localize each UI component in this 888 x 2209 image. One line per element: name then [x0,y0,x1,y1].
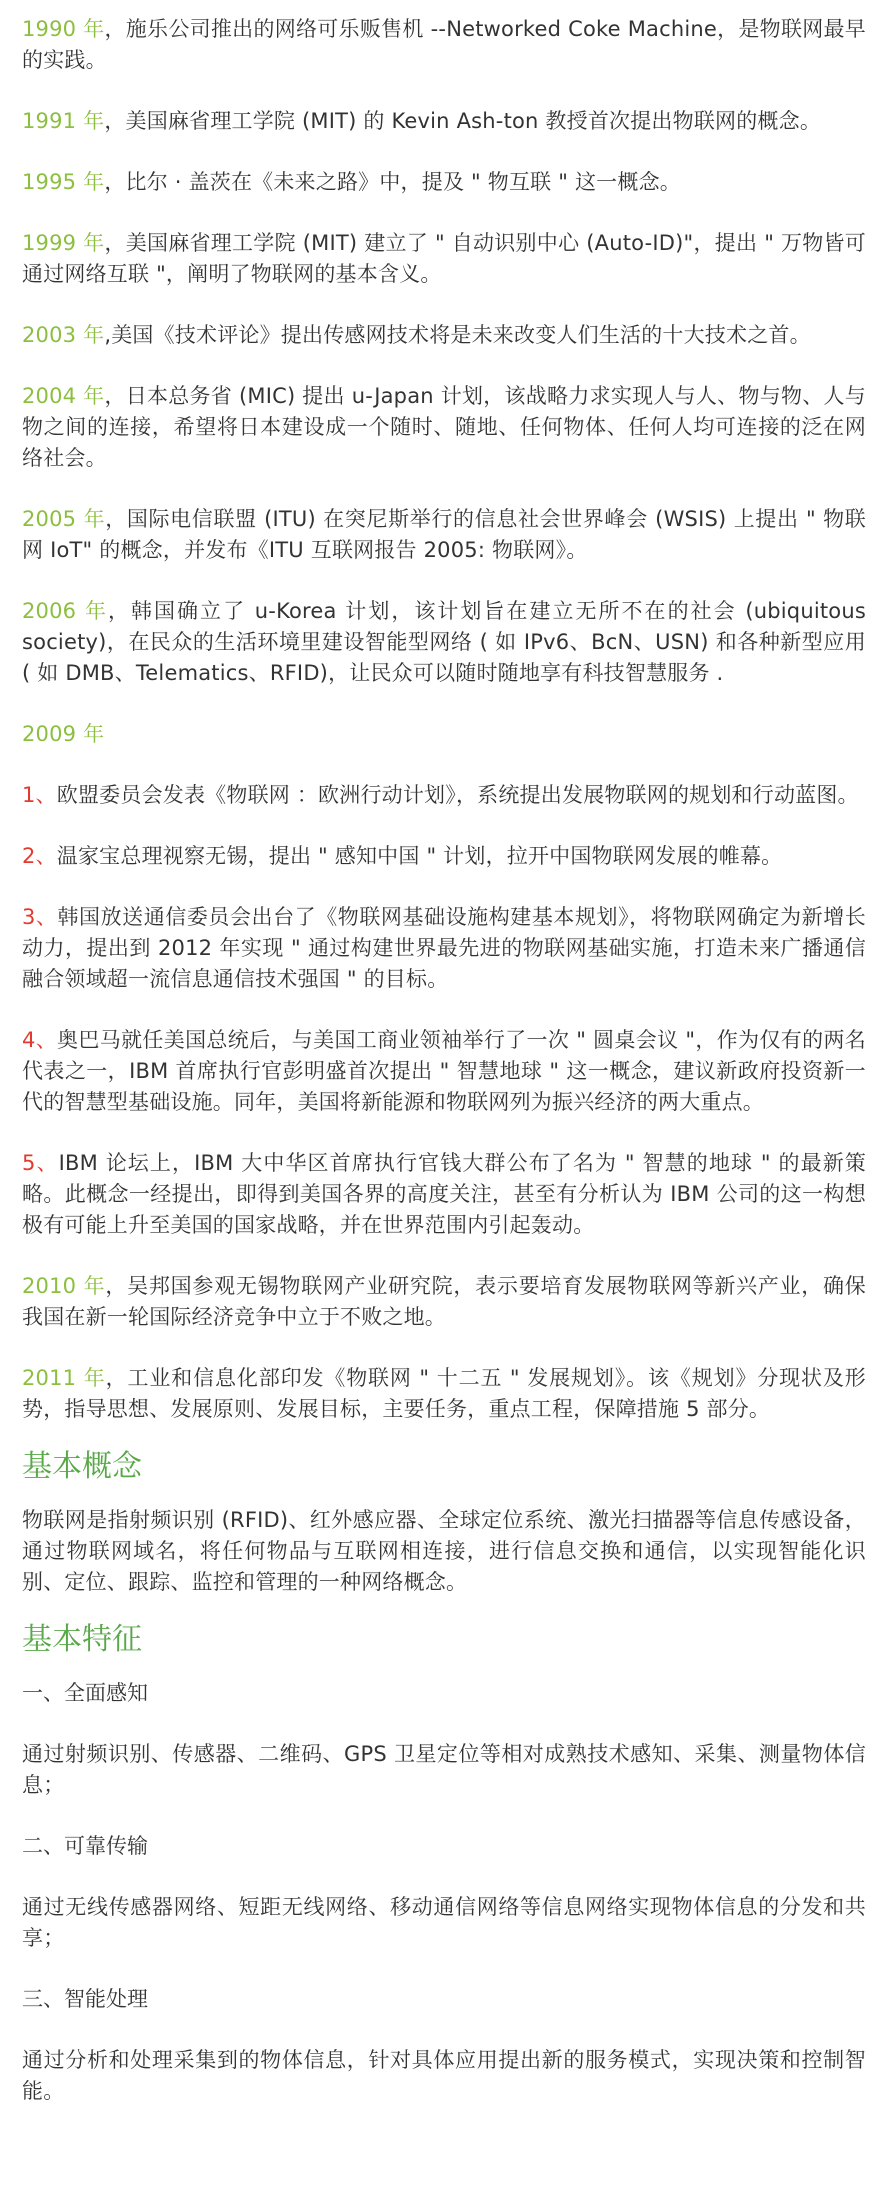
item-text: IBM 论坛上，IBM 大中华区首席执行官钱大群公布了名为 " 智慧的地球 " 的最新策略。此概念一经提出，即得到美国各界的高度关注，甚至有分析认为 IBM 公司的这一构想极有可能上升至美国的国家战略，并在世界范围内引起轰动。 [22,1151,867,1237]
year-label: 1990 年 [22,17,105,41]
timeline-1995 [22,167,866,198]
list-item-2009-3 [22,902,866,995]
feature-text-1: 通过射频识别、传感器、二维码、GPS 卫星定位等相对成熟技术感知、采集、测量物体信息； [22,1742,866,1797]
section-heading-concept: 基本概念 [22,1449,142,1484]
entry-text: ，施乐公司推出的网络可乐贩售机 --Networked Coke Machine，是物联网最早的实践。 [22,17,866,72]
feature-title-2: 二、可靠传输 [22,1834,148,1858]
entry-text: ,美国《技术评论》提出传感网技术将是未来改变人们生活的十大技术之首。 [104,323,811,347]
item-number: 3、 [22,905,58,929]
timeline-2006 [22,596,866,689]
year-label: 2004 年 [22,384,105,408]
item-number: 2、 [22,844,57,868]
entry-text: ，美国麻省理工学院 (MIT) 的 Kevin Ash-ton 教授首次提出物联网的概念。 [104,109,822,133]
timeline-1990 [22,14,866,76]
item-text: 韩国放送通信委员会出台了《物联网基础设施构建基本规划》，将物联网确定为新增长动力，提出到 2012 年实现 " 通过构建世界最先进的物联网基础实施，打造未来广播通信融合领域超一流信息通信技术强国 " 的目标。 [22,905,866,991]
timeline-1999 [22,228,866,290]
year-label: 2010 年 [22,1274,106,1298]
entry-text: ，美国麻省理工学院 (MIT) 建立了 " 自动识别中心 (Auto-ID)"，提出 " 万物皆可通过网络互联 "，阐明了物联网的基本含义。 [22,231,866,286]
section-heading-features: 基本特征 [22,1622,142,1657]
timeline-2009-label [22,719,866,750]
entry-text: ，国际电信联盟 (ITU) 在突尼斯举行的信息社会世界峰会 (WSIS) 上提出 " 物联网 IoT" 的概念，并发布《ITU 互联网报告 2005: 物联网》。 [22,507,866,562]
year-label: 1991 年 [22,109,105,133]
timeline-2011 [22,1363,866,1425]
list-item-2009-5 [22,1148,866,1241]
item-text: 温家宝总理视察无锡，提出 " 感知中国 " 计划，拉开中国物联网发展的帷幕。 [56,844,783,868]
year-label: 1995 年 [22,170,105,194]
item-number: 5、 [22,1151,59,1175]
list-item-2009-4 [22,1025,866,1118]
feature-text-3: 通过分析和处理采集到的物体信息，针对具体应用提出新的服务模式，实现决策和控制智能。 [22,2048,866,2103]
year-label: 2003 年 [22,323,105,347]
entry-text: ，工业和信息化部印发《物联网 " 十二五 " 发展规划》。该《规划》分现状及形势，指导思想、发展原则、发展目标，主要任务，重点工程，保障措施 5 部分。 [22,1366,866,1421]
year-label: 1999 年 [22,231,105,255]
entry-text: ，吴邦国参观无锡物联网产业研究院，表示要培育发展物联网等新兴产业，确保我国在新一轮国际经济竞争中立于不败之地。 [22,1274,866,1329]
year-label: 2006 年 [22,599,108,623]
concept-text: 物联网是指射频识别 (RFID)、红外感应器、全球定位系统、激光扫描器等信息传感设备，通过物联网域名，将任何物品与互联网相连接，进行信息交换和通信，以实现智能化识别、定位、跟踪、监控和管理的一种网络概念。 [22,1508,866,1594]
item-number: 1、 [22,783,57,807]
year-label: 2011 年 [22,1366,106,1390]
timeline-2010 [22,1271,866,1333]
timeline-2003 [22,320,866,351]
feature-title-1: 一、全面感知 [22,1681,148,1705]
entry-text: ，比尔 · 盖茨在《未来之路》中，提及 " 物互联 " 这一概念。 [104,170,681,194]
timeline-1991 [22,106,866,137]
timeline-2004 [22,381,866,474]
entry-text: ，日本总务省 (MIC) 提出 u-Japan 计划，该战略力求实现人与人、物与物、人与物之间的连接，希望将日本建设成一个随时、随地、任何物体、任何人均可连接的泛在网络社会。 [22,384,866,470]
timeline-2005 [22,504,866,566]
list-item-2009-2 [22,841,866,872]
item-text: 奥巴马就任美国总统后，与美国工商业领袖举行了一次 " 圆桌会议 "，作为仅有的两名代表之一，IBM 首席执行官彭明盛首次提出 " 智慧地球 " 这一概念，建议新政府投资新一代的智慧型基础设施。同年，美国将新能源和物联网列为振兴经济的两大重点。 [22,1028,866,1114]
item-text: 欧盟委员会发表《物联网 ：欧洲行动计划》，系统提出发展物联网的规划和行动蓝图。 [56,783,859,807]
year-label: 2005 年 [22,507,106,531]
list-item-2009-1 [22,780,866,811]
feature-title-3: 三、智能处理 [22,1987,148,2011]
entry-text: ，韩国确立了 u-Korea 计划，该计划旨在建立无所不在的社会 (ubiquitous society)，在民众的生活环境里建设智能型网络 ( 如 IPv6、BcN、USN) 和各种新型应用 ( 如 DMB、Telematics、RFID)，让民众可以随时随地享有科技智慧服务 . [22,599,867,685]
year-label: 2009 年 [22,722,105,746]
item-number: 4、 [22,1028,58,1052]
feature-text-2: 通过无线传感器网络、短距无线网络、移动通信网络等信息网络实现物体信息的分发和共享； [22,1895,866,1950]
